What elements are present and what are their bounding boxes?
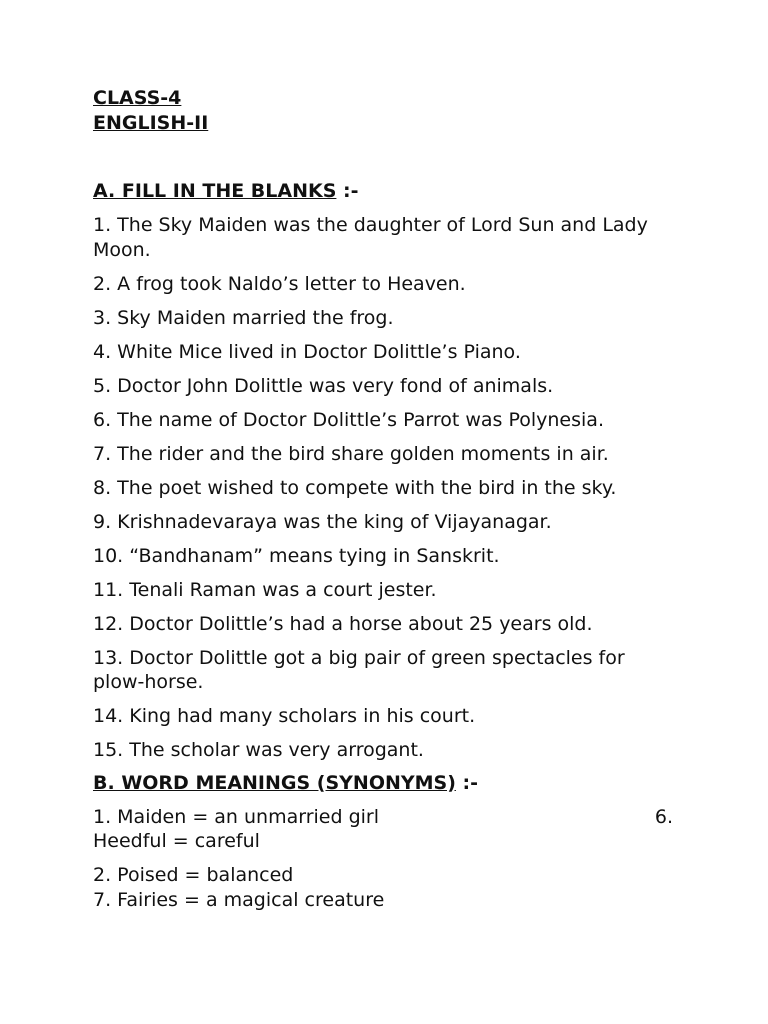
class-heading: CLASS-4 bbox=[93, 87, 182, 109]
worksheet-page bbox=[93, 86, 673, 912]
section-b-title-text: B. WORD MEANINGS (SYNONYMS) bbox=[93, 771, 456, 794]
list-item: 6. The name of Doctor Dolittle’s Parrot was Polynesia. bbox=[93, 408, 604, 431]
list-item: 10. “Bandhanam” means tying in Sanskrit. bbox=[93, 544, 500, 567]
section-a-title-suffix: :- bbox=[336, 180, 359, 202]
synonym-row bbox=[93, 805, 673, 830]
list-item: 1. The Sky Maiden was the daughter of Lord Sun and Lady Moon. bbox=[93, 214, 648, 261]
synonym-item-number: 6. bbox=[654, 805, 673, 828]
subject-heading: ENGLISH-II bbox=[93, 112, 209, 134]
list-item: 12. Doctor Dolittle’s had a horse about 25 years old. bbox=[93, 612, 593, 635]
list-item: 13. Doctor Dolittle got a big pair of green spectacles for plow-horse. bbox=[93, 646, 625, 693]
synonym-item: 2. Poised = balanced bbox=[93, 864, 294, 886]
section-a-title bbox=[93, 179, 673, 204]
synonym-item: 7. Fairies = a magical creature bbox=[93, 888, 385, 911]
list-item: 4. White Mice lived in Doctor Dolittle’s Piano. bbox=[93, 340, 521, 363]
list-item: 9. Krishnadevaraya was the king of Vijayanagar. bbox=[93, 510, 552, 533]
list-item: 7. The rider and the bird share golden moments in air. bbox=[93, 442, 609, 465]
fill-in-blanks-list bbox=[93, 213, 673, 763]
list-item: 11. Tenali Raman was a court jester. bbox=[93, 578, 437, 601]
synonym-item: Heedful = careful bbox=[93, 830, 260, 852]
list-item: 3. Sky Maiden married the frog. bbox=[93, 306, 394, 329]
synonym-item: 1. Maiden = an unmarried girl bbox=[93, 805, 380, 828]
list-item: 15. The scholar was very arrogant. bbox=[93, 739, 424, 761]
list-item: 8. The poet wished to compete with the bird in the sky. bbox=[93, 476, 617, 499]
synonyms-list bbox=[93, 805, 673, 913]
list-item: 2. A frog took Naldo’s letter to Heaven. bbox=[93, 272, 466, 295]
section-a-title-text: A. FILL IN THE BLANKS bbox=[93, 180, 337, 202]
section-b-title-suffix: :- bbox=[455, 771, 479, 794]
list-item: 5. Doctor John Dolittle was very fond of animals. bbox=[93, 374, 554, 397]
list-item: 14. King had many scholars in his court. bbox=[93, 705, 476, 727]
section-b-title bbox=[93, 771, 673, 796]
